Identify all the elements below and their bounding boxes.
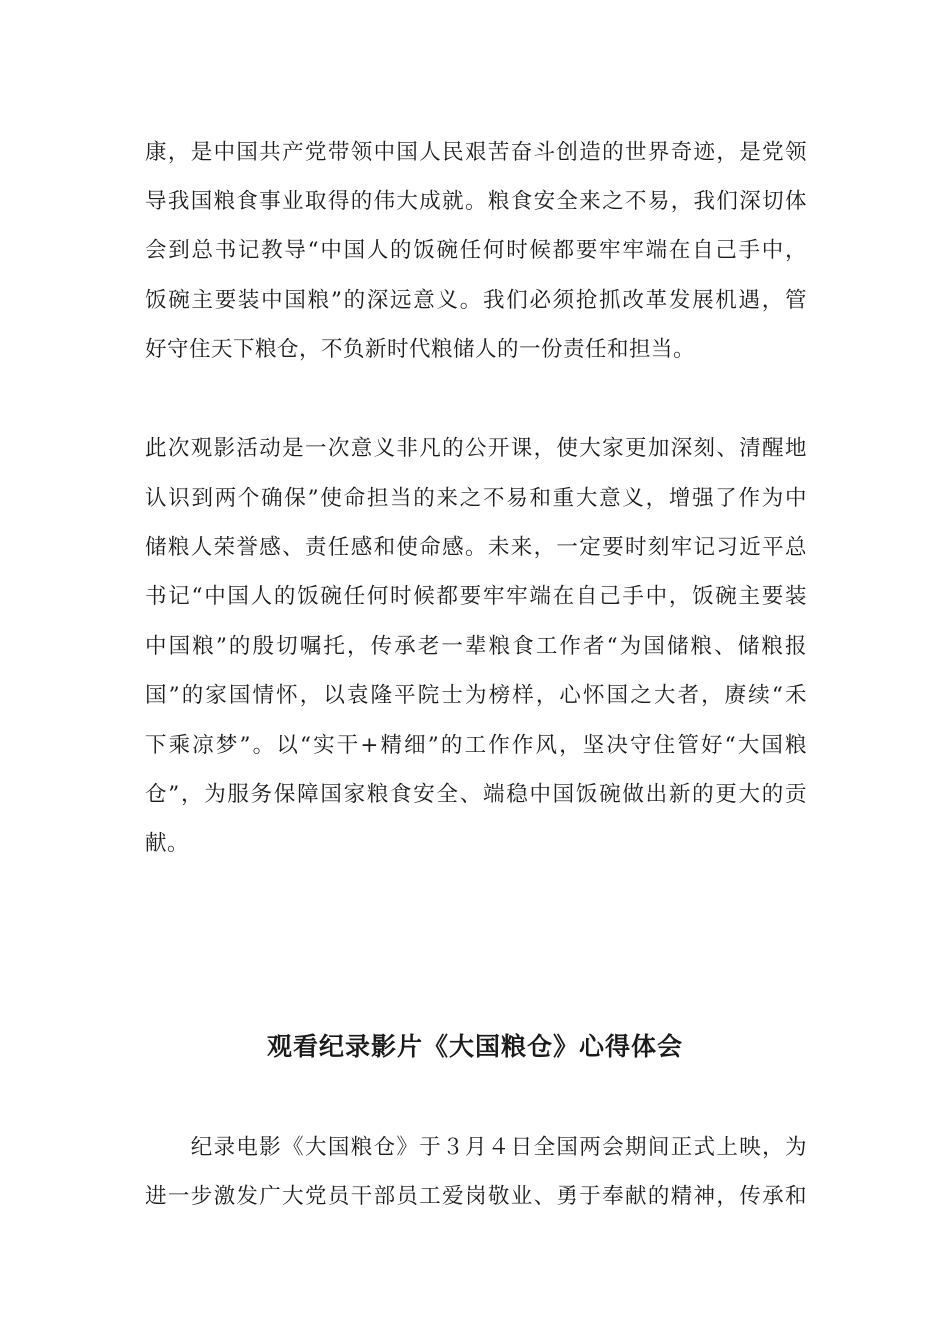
section-heading: 观看纪录影片《大国粮仓》心得体会 bbox=[266, 1032, 683, 1061]
paragraph-line: 好守住天下粮仓，不负新时代粮储人的一份责任和担当。 bbox=[145, 337, 696, 362]
paragraph-line: 储粮人荣誉感、责任感和使命感。未来，一定要时刻牢记习近平总 bbox=[145, 535, 807, 560]
paragraph-line: 会到总书记教导“中国人的饭碗任何时候都要牢牢端在自己手中， bbox=[145, 238, 807, 263]
paragraph-line: 国”的家国情怀，以袁隆平院士为榜样，心怀国之大者，赓续“禾 bbox=[145, 683, 807, 708]
paragraph-line: 纪录电影《大国粮仓》于３月４日全国两会期间正式上映，为 bbox=[145, 1135, 807, 1160]
paragraph-line: 仓”，为服务保障国家粮食安全、端稳中国饭碗做出新的更大的贡 bbox=[145, 782, 807, 807]
paragraph-line: 饭碗主要装中国粮”的深远意义。我们必须抢抓改革发展机遇，管 bbox=[145, 288, 807, 313]
paragraph-line: 认识到两个确保”使命担当的来之不易和重大意义，增强了作为中 bbox=[145, 486, 807, 511]
paragraph-line: 导我国粮食事业取得的伟大成就。粮食安全来之不易，我们深切体 bbox=[145, 189, 807, 214]
paragraph-line: 献。 bbox=[145, 831, 190, 856]
paragraph-line: 康，是中国共产党带领中国人民艰苦奋斗创造的世界奇迹，是党领 bbox=[145, 140, 807, 165]
paragraph-line: 此次观影活动是一次意义非凡的公开课，使大家更加深刻、清醒地 bbox=[145, 436, 807, 461]
paragraph-line: 进一步激发广大党员干部员工爱岗敬业、勇于奉献的精神，传承和 bbox=[145, 1184, 807, 1209]
paragraph-line: 书记“中国人的饭碗任何时候都要牢牢端在自己手中，饭碗主要装 bbox=[145, 584, 807, 609]
paragraph-line: 中国粮”的殷切嘱托，传承老一辈粮食工作者“为国储粮、储粮报 bbox=[145, 634, 807, 659]
paragraph-line: 下乘凉梦”。以“实干+精细”的工作作风，坚决守住管好“大国粮 bbox=[145, 733, 807, 758]
